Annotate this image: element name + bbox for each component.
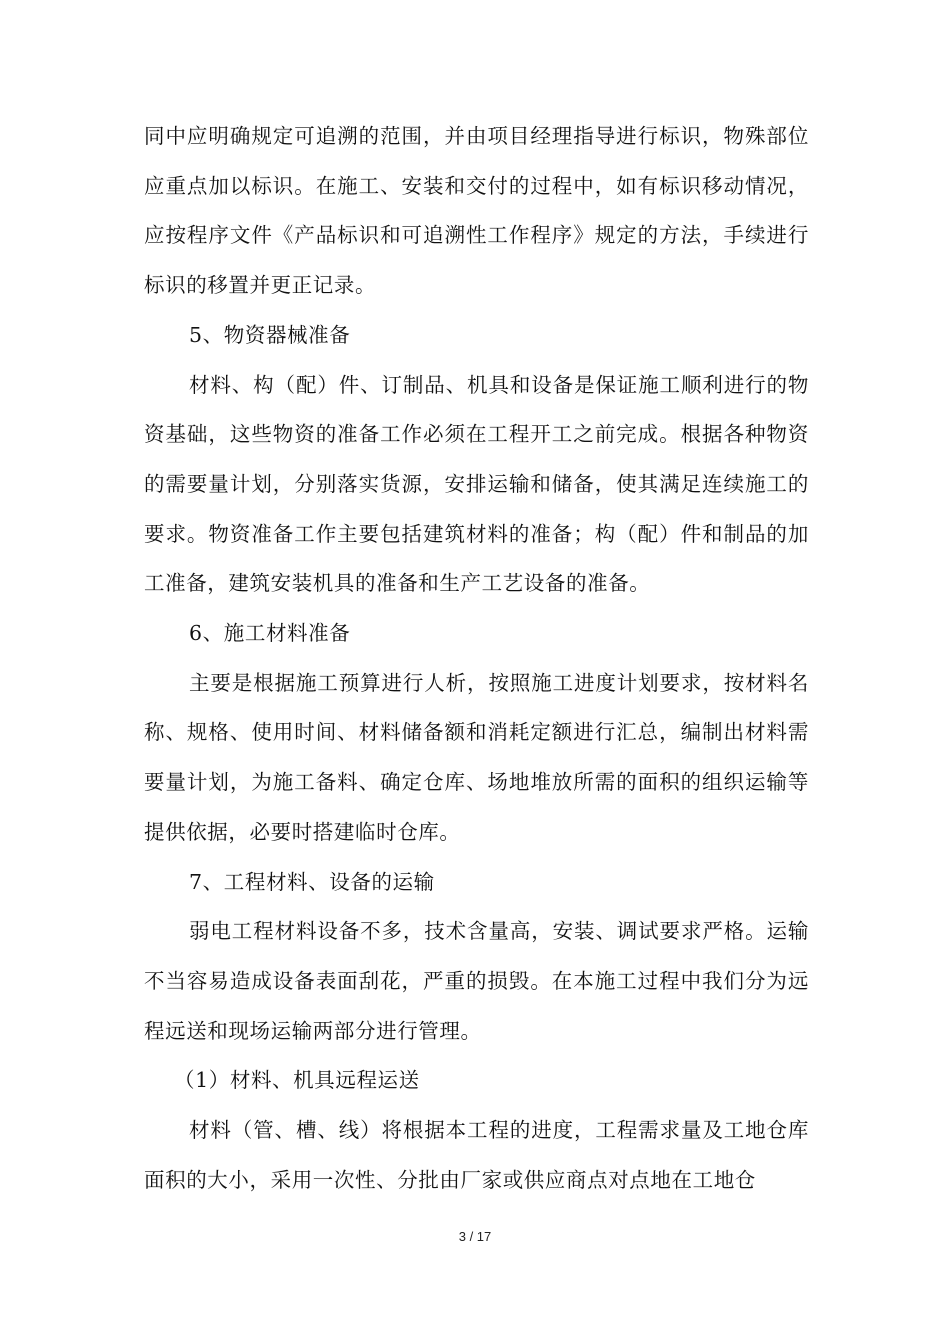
paragraph-continued: 同中应明确规定可追溯的范围，并由项目经理指导进行标识，物殊部位应重点加以标识。在施工、安装和交付的过程中，如有标识移动情况，应按程序文件《产品标识和可追溯性工作程序》规定的方法，手续进行标识的移置并更正记录。 xyxy=(144,124,809,298)
paragraph: 材料（管、槽、线）将根据本工程的进度，工程需求量及工地仓库面积的大小，采用一次性、分批由厂家或供应商点对点地在工地仓 xyxy=(144,1118,809,1192)
document-body xyxy=(144,112,809,1205)
paragraph: 弱电工程材料设备不多，技术含量高，安装、调试要求严格。运输不当容易造成设备表面刮花，严重的损毁。在本施工过程中我们分为远程远送和现场运输两部分进行管理。 xyxy=(144,919,809,1043)
section-heading-6: 6、施工材料准备 xyxy=(189,621,351,646)
page-number: 3 / 17 xyxy=(458,1229,492,1244)
subsection-heading-1: （1）材料、机具远程运送 xyxy=(174,1068,420,1093)
paragraph: 主要是根据施工预算进行人析，按照施工进度计划要求，按材料名称、规格、使用时间、材料储备额和消耗定额进行汇总，编制出材料需要量计划，为施工备料、确定仓库、场地堆放所需的面积的组织运输等提供依据，必要时搭建临时仓库。 xyxy=(144,670,809,844)
section-heading-7: 7、工程材料、设备的运输 xyxy=(189,869,435,894)
section-heading-5: 5、物资器械准备 xyxy=(189,322,351,347)
paragraph: 材料、构（配）件、订制品、机具和设备是保证施工顺利进行的物资基础，这些物资的准备工作必须在工程开工之前完成。根据各种物资的需要量计划，分别落实货源，安排运输和储备，使其满足连续施工的要求。物资准备工作主要包括建筑材料的准备；构（配）件和制品的加工准备，建筑安装机具的准备和生产工艺设备的准备。 xyxy=(144,372,809,596)
